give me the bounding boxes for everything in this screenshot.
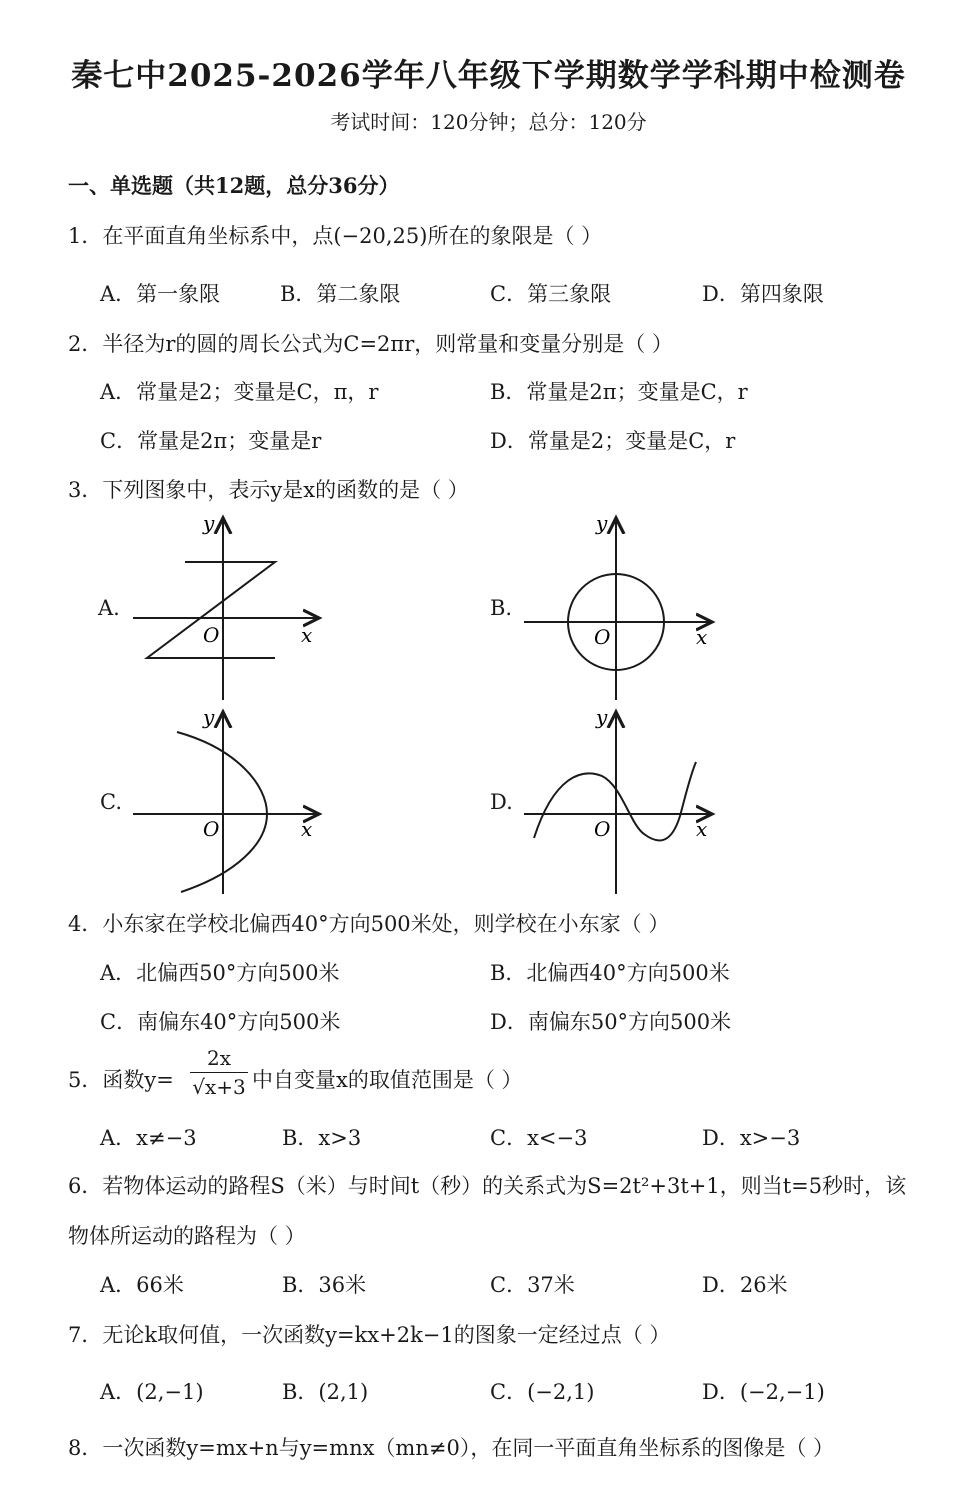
q6-option-d: D．26米 (702, 1273, 788, 1297)
graph-b-origin: O (594, 625, 611, 649)
question-8-stem: 8．一次函数y=mx+n与y=mnx（mn≠0），在同一平面直角坐标系的图像是（ ） (68, 1436, 835, 1460)
q2-option-d: D．常量是2；变量是C，r (490, 429, 736, 453)
q7-option-d: D．(−2,−1) (702, 1380, 825, 1404)
graph-b-x-label: x (696, 625, 708, 649)
graph-d-x-label: x (696, 817, 708, 841)
q3-option-b-label: B. (490, 596, 513, 620)
q5-option-d: D．x>−3 (702, 1126, 801, 1150)
q5-denominator: √x+3 (192, 1075, 246, 1099)
q6-option-a: A．66米 (100, 1273, 184, 1297)
graph-c-origin: O (203, 817, 220, 841)
graph-a-origin: O (203, 623, 220, 647)
q5-fraction (190, 1046, 248, 1099)
section-title: 一、单选题（共12题，总分36分） (68, 173, 400, 198)
exam-title: 秦七中2025-2026学年八年级下学期数学学科期中检测卷 (71, 58, 906, 94)
q2-option-b: B．常量是2π；变量是C，r (490, 380, 748, 404)
q2-option-a: A．常量是2；变量是C，π，r (100, 380, 379, 404)
q5-numerator: 2x (190, 1046, 248, 1073)
q1-option-b: B．第二象限 (280, 282, 401, 306)
question-4-stem: 4．小东家在学校北偏西40°方向500米处，则学校在小东家（ ） (68, 912, 670, 936)
exam-subtitle: 考试时间：120分钟；总分：120分 (330, 110, 647, 134)
question-5-stem-prefix: 5．函数y= (68, 1068, 174, 1092)
q4-option-a: A．北偏西50°方向500米 (100, 961, 340, 985)
graph-c-y-label: y (203, 706, 215, 729)
graph-d (520, 706, 720, 896)
graph-b-y-label: y (596, 512, 608, 535)
q4-option-c: C．南偏东40°方向500米 (100, 1010, 341, 1034)
q5-option-b: B．x>3 (282, 1126, 362, 1150)
q5-option-a: A．x≠−3 (100, 1126, 197, 1150)
question-6-stem-line2: 物体所运动的路程为（ ） (68, 1224, 306, 1248)
q2-option-c: C．常量是2π；变量是r (100, 429, 322, 453)
q7-option-c: C．(−2,1) (490, 1380, 595, 1404)
q7-option-b: B．(2,1) (282, 1380, 369, 1404)
graph-c (125, 706, 330, 896)
graph-d-y-label: y (596, 706, 608, 729)
q1-option-c: C．第三象限 (490, 282, 612, 306)
q6-option-b: B．36米 (282, 1273, 367, 1297)
question-3-stem: 3．下列图象中，表示y是x的函数的是（ ） (68, 478, 469, 502)
graph-b (520, 512, 720, 702)
q4-option-d: D．南偏东50°方向500米 (490, 1010, 732, 1034)
q7-option-a: A．(2,−1) (100, 1380, 204, 1404)
graph-c-x-label: x (301, 817, 313, 841)
q1-option-a: A．第一象限 (100, 282, 221, 306)
question-1-stem: 1．在平面直角坐标系中，点(−20,25)所在的象限是（ ） (68, 224, 603, 248)
graph-a (125, 512, 330, 702)
question-5-stem-suffix: 中自变量x的取值范围是（ ） (252, 1068, 523, 1092)
q1-option-d: D．第四象限 (702, 282, 824, 306)
q3-option-d-label: D. (490, 790, 513, 814)
q3-option-a-label: A. (98, 596, 120, 620)
question-2-stem: 2．半径为r的圆的周长公式为C=2πr，则常量和变量分别是（ ） (68, 332, 673, 356)
q5-option-c: C．x<−3 (490, 1126, 588, 1150)
graph-d-origin: O (594, 817, 611, 841)
q6-option-c: C．37米 (490, 1273, 575, 1297)
graph-a-x-label: x (301, 623, 313, 647)
question-7-stem: 7．无论k取何值，一次函数y=kx+2k−1的图象一定经过点（ ） (68, 1323, 671, 1347)
q3-option-c-label: C. (100, 790, 122, 814)
q4-option-b: B．北偏西40°方向500米 (490, 961, 730, 985)
question-6-stem: 6．若物体运动的路程S（米）与时间t（秒）的关系式为S=2t²+3t+1，则当t=5秒时，该 (68, 1174, 907, 1198)
graph-a-y-label: y (203, 512, 215, 535)
